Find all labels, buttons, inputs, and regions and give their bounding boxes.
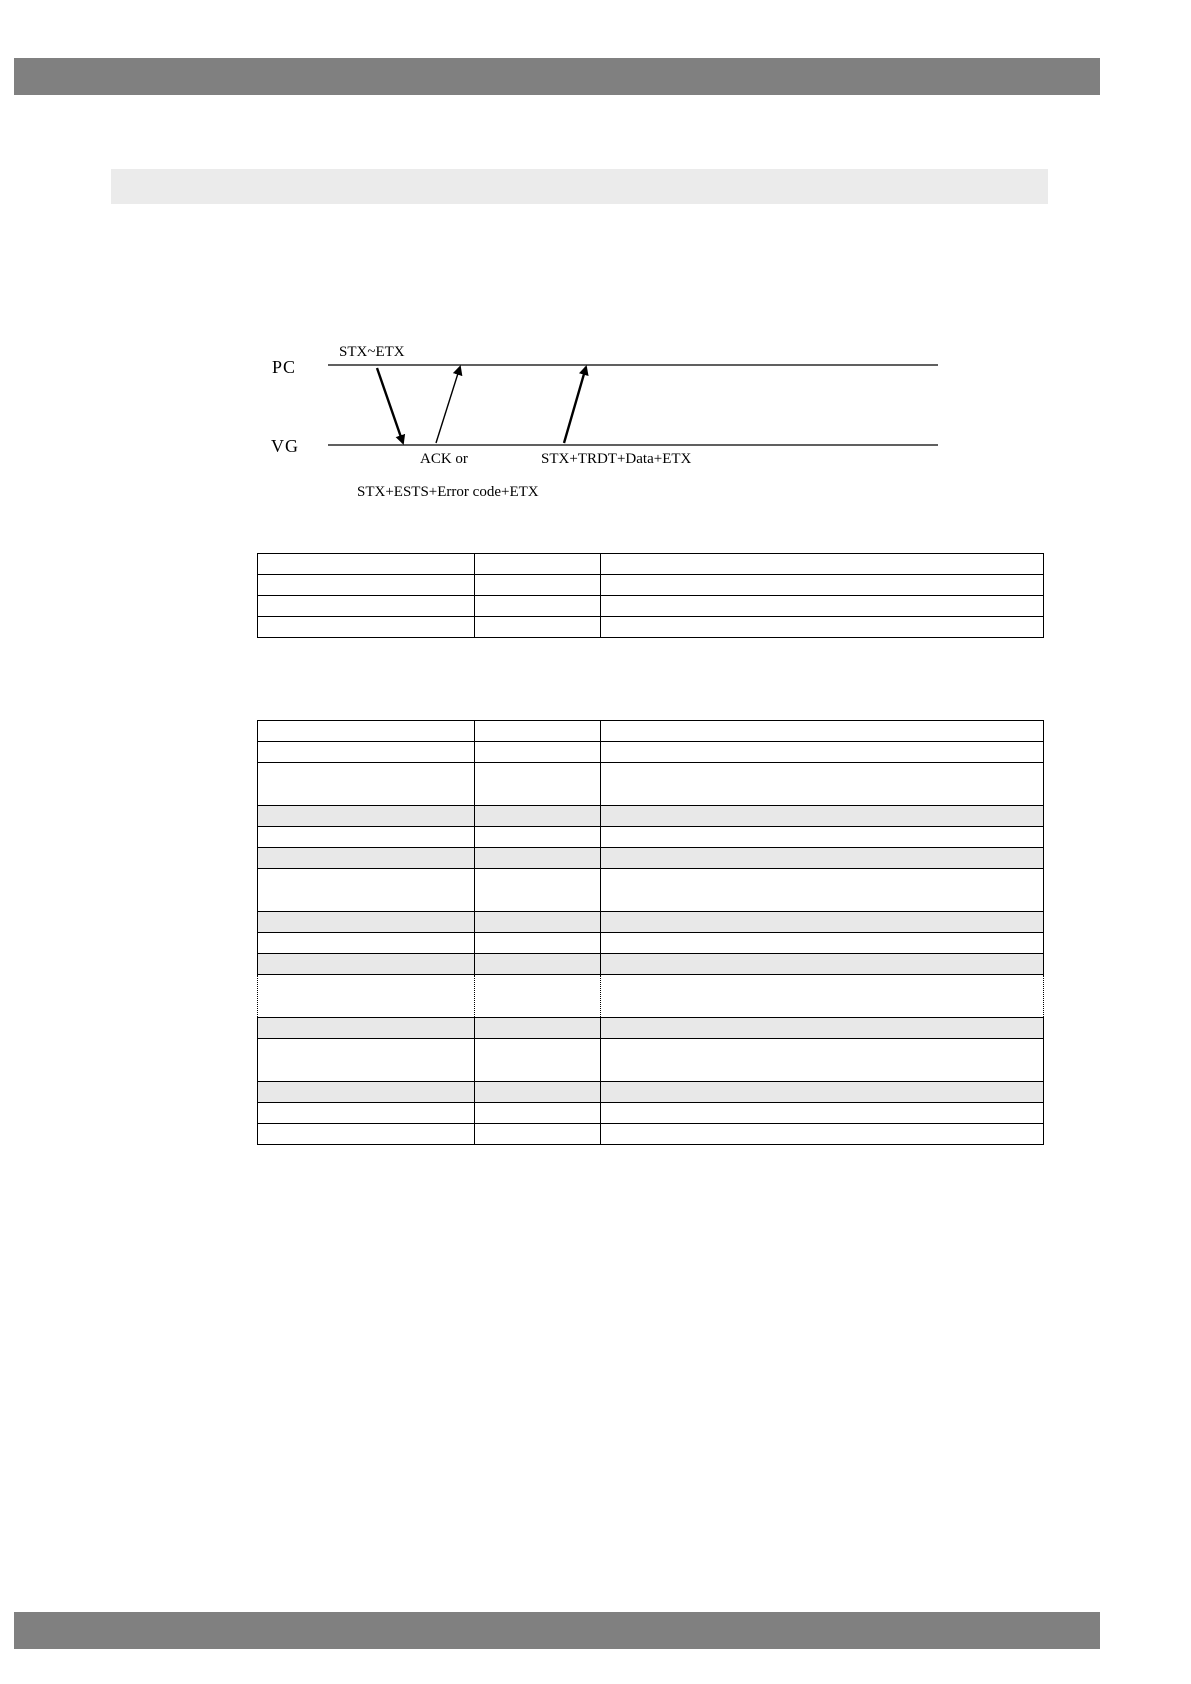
table-cell <box>258 848 475 869</box>
header-bar <box>14 58 1100 95</box>
table-cell <box>601 596 1044 617</box>
command-arrow <box>377 368 403 443</box>
table-cell <box>475 1103 601 1124</box>
table-cell <box>601 1082 1044 1103</box>
table-cell <box>475 575 601 596</box>
pc-label: PC <box>272 357 297 377</box>
table-row <box>258 617 1044 638</box>
table-row <box>258 742 1044 763</box>
table-cell <box>258 912 475 933</box>
table-row <box>258 1124 1044 1145</box>
table-cell <box>601 763 1044 806</box>
table-cell <box>475 554 601 575</box>
table-row <box>258 827 1044 848</box>
footer-bar <box>14 1612 1100 1649</box>
table-row <box>258 575 1044 596</box>
table-row <box>258 1103 1044 1124</box>
table-cell <box>258 596 475 617</box>
table-cell <box>601 1018 1044 1039</box>
table-cell <box>601 721 1044 742</box>
communication-sequence-diagram <box>260 338 960 510</box>
table-1-body <box>258 554 1044 638</box>
table-cell <box>475 954 601 975</box>
table-cell <box>258 869 475 912</box>
table-cell <box>258 827 475 848</box>
table-cell <box>601 575 1044 596</box>
table-cell <box>601 975 1044 1018</box>
table-2 <box>257 720 1044 1145</box>
table-cell <box>601 954 1044 975</box>
table-row <box>258 848 1044 869</box>
table-cell <box>475 742 601 763</box>
table-row <box>258 1018 1044 1039</box>
table-cell <box>601 869 1044 912</box>
table-cell <box>258 1018 475 1039</box>
table-cell <box>601 617 1044 638</box>
table-cell <box>601 554 1044 575</box>
table-row <box>258 763 1044 806</box>
table-cell <box>475 848 601 869</box>
table-cell <box>258 742 475 763</box>
command-label: STX~ETX <box>339 344 405 360</box>
table-cell <box>258 617 475 638</box>
table-row <box>258 869 1044 912</box>
table-cell <box>475 933 601 954</box>
table-cell <box>475 763 601 806</box>
table-row <box>258 721 1044 742</box>
table-cell <box>475 806 601 827</box>
table-cell <box>601 827 1044 848</box>
table-cell <box>601 848 1044 869</box>
table-row <box>258 912 1044 933</box>
table-2-body <box>258 721 1044 1145</box>
table-cell <box>475 617 601 638</box>
table-row <box>258 933 1044 954</box>
table-cell <box>601 933 1044 954</box>
table-row <box>258 1082 1044 1103</box>
table-row <box>258 596 1044 617</box>
table-cell <box>601 1103 1044 1124</box>
table-cell <box>258 1082 475 1103</box>
table-cell <box>258 1124 475 1145</box>
table-cell <box>475 596 601 617</box>
table-cell <box>258 554 475 575</box>
table-row <box>258 806 1044 827</box>
table-row <box>258 954 1044 975</box>
table-cell <box>475 827 601 848</box>
vg-label: VG <box>271 436 299 456</box>
table-cell <box>601 1039 1044 1082</box>
table-cell <box>258 575 475 596</box>
table-row <box>258 1039 1044 1082</box>
section-heading-band <box>111 169 1048 204</box>
ack-label: ACK or <box>420 451 468 467</box>
table-cell <box>258 1039 475 1082</box>
table-cell <box>475 1018 601 1039</box>
error-response-label: STX+ESTS+Error code+ETX <box>357 484 539 500</box>
data-response-label: STX+TRDT+Data+ETX <box>541 451 692 467</box>
table-cell <box>475 912 601 933</box>
table-cell <box>601 1124 1044 1145</box>
table-cell <box>258 975 475 1018</box>
table-cell <box>258 721 475 742</box>
table-cell <box>475 721 601 742</box>
table-1 <box>257 553 1044 638</box>
table-row <box>258 554 1044 575</box>
table-cell <box>258 954 475 975</box>
table-cell <box>258 1103 475 1124</box>
table-cell <box>475 1082 601 1103</box>
data-arrow <box>564 367 586 443</box>
table-cell <box>475 1124 601 1145</box>
table-cell <box>258 806 475 827</box>
table-cell <box>601 806 1044 827</box>
table-cell <box>601 742 1044 763</box>
table-row <box>258 975 1044 1018</box>
ack-arrow <box>436 367 460 443</box>
table-cell <box>475 869 601 912</box>
table-cell <box>258 763 475 806</box>
table-cell <box>601 912 1044 933</box>
table-cell <box>258 933 475 954</box>
table-cell <box>475 975 601 1018</box>
table-cell <box>475 1039 601 1082</box>
